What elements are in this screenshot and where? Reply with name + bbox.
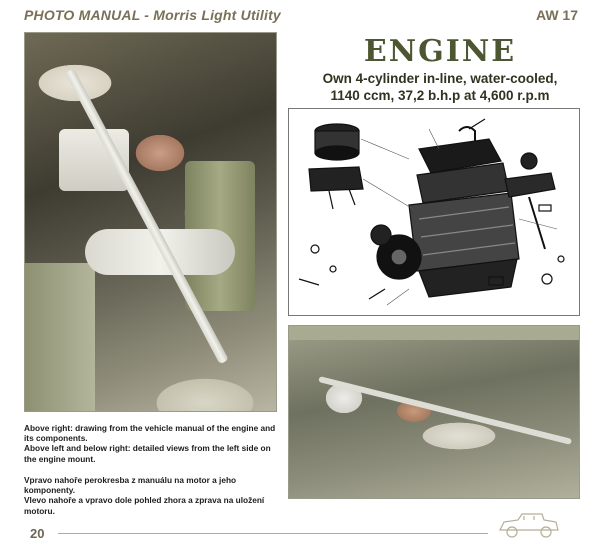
section-title: ENGINE [363, 34, 517, 69]
vehicle-silhouette-logo [496, 508, 562, 542]
vehicle-icon [496, 508, 562, 542]
engine-photo-top-left [24, 32, 277, 412]
engine-photo-bottom-right [288, 325, 580, 499]
engine-spec-line-1: Own 4-cylinder in-line, water-cooled, [322, 71, 558, 86]
page-number: 20 [30, 526, 45, 541]
engine-spec [288, 70, 592, 104]
fender [25, 263, 95, 412]
book-title: PHOTO MANUAL - Morris Light Utility [24, 7, 281, 23]
book-code: AW 17 [535, 7, 578, 23]
caption-en-line-1: Above right: drawing from the vehicle manual of the engine and its components. [24, 423, 276, 444]
footer-divider [58, 533, 488, 534]
caption-cz-line-2: Vlevo nahoře a vpravo dole pohled zhora a zprava na uložení motoru. [24, 495, 265, 516]
body-rim [289, 326, 579, 340]
exploded-engine-drawing [288, 108, 580, 316]
engine-spec-line-2: 1140 ccm, 37,2 b.h.p at 4,600 r.p.m [330, 88, 550, 103]
caption-en-line-2: Above left and below right: detailed views from the left side on the engine mount. [24, 443, 271, 464]
caption-czech [24, 475, 282, 516]
support-rod [318, 376, 572, 445]
engine-diagram [289, 109, 579, 315]
caption-cz-line-1: Vpravo nahoře perokresba z manuálu na motor a jeho komponenty. [24, 475, 237, 496]
caption-english [24, 423, 282, 464]
